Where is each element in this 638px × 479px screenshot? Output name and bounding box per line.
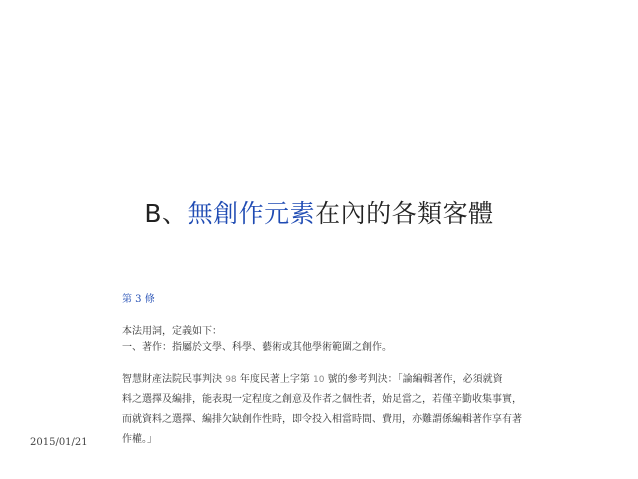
judgment-case-type: 年度民著上字第: [239, 374, 310, 385]
judgment-quote: [122, 370, 532, 450]
judgment-line-4: 作權。」: [122, 434, 157, 445]
judgment-court: 智慧財產法院民事判決: [122, 374, 222, 385]
article-heading: 第 3 條: [122, 294, 155, 305]
footer-date: 2015/01/21: [30, 437, 88, 448]
title-prefix: B、: [144, 199, 188, 228]
paragraph-gap: [122, 356, 532, 370]
slide-title: [0, 196, 638, 232]
title-suffix: 在內的各類客體: [315, 199, 494, 228]
judgment-line-3: 而就資料之選擇、編排欠缺創作性時，即令投入相當時間、費用，亦難謂係編輯著作享有著: [122, 414, 522, 425]
definition-intro: 本法用詞，定義如下：: [122, 326, 222, 337]
judgment-line-2: 料之選擇及編排，能表現一定程度之創意及作者之個性者，始足當之，若僅辛勤收集事實，: [122, 394, 522, 405]
judgment-case-number: 10: [313, 375, 325, 385]
title-highlight: 無創作元素: [187, 199, 316, 228]
definition-item: 一、著作：指屬於文學、科學、藝術或其他學術範圍之創作。: [122, 342, 392, 353]
judgment-year: 98: [225, 375, 237, 385]
judgment-quote-start: 號的參考判決：「論編輯著作，必須就資: [327, 374, 503, 385]
judgment-line-1: [122, 370, 532, 390]
slide-body: [122, 292, 532, 450]
